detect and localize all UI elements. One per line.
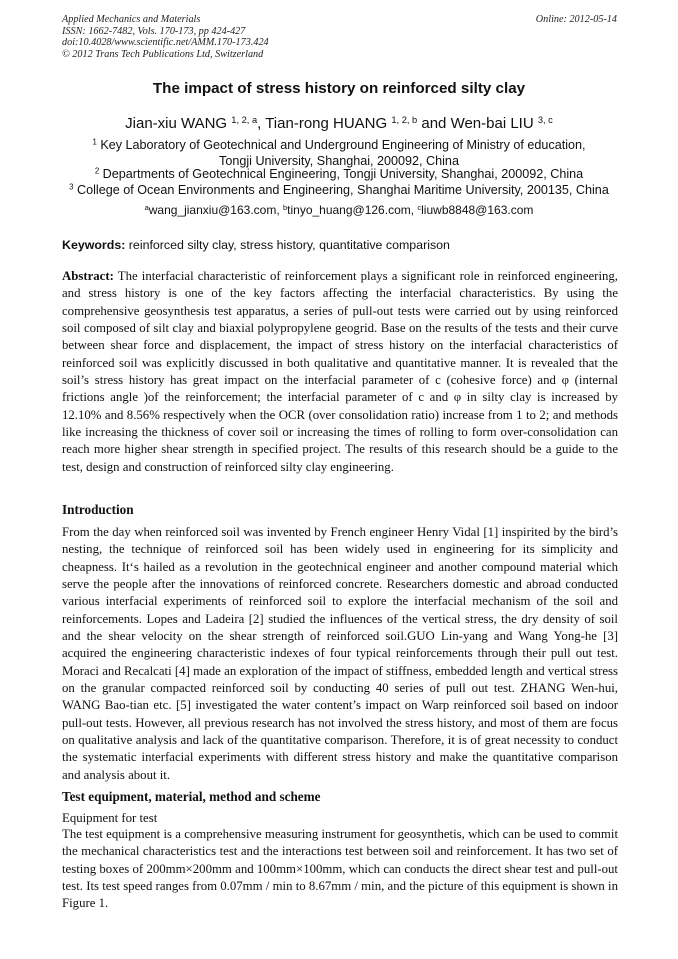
abstract	[62, 268, 618, 476]
affiliation-number: 2	[94, 166, 100, 176]
affiliation-text: Key Laboratory of Geotechnical and Underground Engineering of Ministry of education,	[100, 138, 586, 152]
test-section-heading: Test equipment, material, method and scheme	[62, 789, 321, 804]
email-link[interactable]: wang_jianxiu@163.com	[148, 203, 277, 217]
journal-copyright: © 2012 Trans Tech Publications Ltd, Switzerland	[62, 48, 264, 60]
author-name: Jian-xiu WANG	[125, 115, 228, 132]
journal-name: Applied Mechanics and Materials	[62, 14, 201, 25]
author-name: Wen-bai LIU	[450, 115, 534, 132]
email-superscript: b	[283, 202, 288, 212]
author-separator: ,	[257, 115, 266, 132]
email-superscript: a	[144, 202, 149, 212]
paper-title: The impact of stress history on reinforced silty clay	[152, 80, 526, 97]
author-name: Tian-rong HUANG	[265, 115, 388, 132]
email-separator: ,	[276, 203, 283, 217]
author-superscript: 1, 2, a	[231, 114, 258, 125]
affiliation-text: College of Ocean Environments and Engineering, Shanghai Maritime University, 200135, China	[77, 183, 609, 197]
journal-doi: doi:10.4028/www.scientific.net/AMM.170-173.424	[62, 37, 269, 49]
abstract-text: The interfacial characteristic of reinforcement plays a significant role in reinforced engineering, and stress history is one of the key factors affecting the interfacial characteristics. By using the comprehensive geosynthesis test apparatus, a series of pull-out tests were carried out by using reinforced soil composed of silt clay and biaxial polypropylene geogrid. Base on the results of the tests and their curve between shear force and displacement, the impact of stress history on the interfacial characteristics of reinforced soil was explicitly discussed in both qualitative and quantitative manner. It is revealed that the soil’s stress history has great impact on the interfacial parameter of c (cohesive force) and φ (internal frictions angle )of the reinforcement; the interfacial parameter of c and φ in silty clay is increased by 12.10% and 8.56% respectively when the OCR (over consolidation ratio) increase from 1 to 2; and methods like increasing the thickness of cover soil or increasing the times of rolling to form over-consolidation can reach more higher shear strength in specified project. The results of this research should be a guide to the test, design and construction of reinforced silty clay engineering.	[62, 269, 618, 474]
keywords	[62, 238, 618, 252]
test-paragraph: The test equipment is a comprehensive measuring instrument for geosynthetis, which can be used to commit the mechanical characteristics test and the interactions test between soil and reinforcement. It has two set of testing boxes of 200mm×200mm and 100mm×100mm, which can conducts the direct shear test and pull-out test. Its test speed ranges from 0.07mm / min to 8.67mm / min, and the picture of this equipment is shown in Figure 1.	[62, 827, 618, 911]
author-line	[0, 115, 678, 132]
email-separator: ,	[410, 203, 418, 217]
author-emails	[0, 203, 678, 217]
affiliation-text: Departments of Geotechnical Engineering, Tongji University, Shanghai, 200092, China	[102, 167, 584, 181]
affiliation-2	[0, 166, 678, 182]
affiliation-text: Tongji University, Shanghai, 200092, China	[219, 154, 459, 168]
journal-header	[62, 14, 617, 60]
affiliation-number: 3	[69, 182, 74, 192]
affiliation-1	[0, 137, 678, 169]
abstract-label: Abstract:	[62, 269, 114, 283]
online-date: Online: 2012-05-14	[535, 14, 617, 25]
author-superscript: 1, 2, b	[391, 114, 418, 125]
author-separator: and	[417, 115, 451, 132]
introduction-paragraph: From the day when reinforced soil was invented by French engineer Henry Vidal [1] inspirited by the bird’s nesting, the technique of reinforced soil has been widely used in engineering for its simplicity and cheapness. It‘s hailed as a revolution in the geotechnical engineer and another compound material which serve the people after the innovations of reinforced concrete. Researchers domestic and abroad conducted various interfacial experiments of reinforced soil to explore the interfacial mechanism of the soil and reinforcements. Lopes and Ladeira [2] studied the influences of the vertical stress, the dry density of soil and the shear velocity on the shear strength of reinforced soil.GUO Lin-yang and Wang Yong-he [3] acquired the engineering characteristic indexes of four typical reinforcements through their pull out test. Moraci and Recalcati [4] made an exploration of the impact of stiffness, embedded length and vertical stress on the granular compacted reinforced soil by conducting 40 series of pull out test. ZHANG Wen-hui, WANG Bao-tian etc. [5] investigated the water content’s impact on Warp reinforced soil based on indoor pull-out tests. However, all previous research has not involved the stress history, and most of them are focus on qualitative analysis and lack of the quantitative comparison. Therefore, it is of great necessity to conduct the systematic interfacial experiments with different stress history and make the quantitative comparison and analysis about it.	[62, 525, 618, 782]
test-subheading: Equipment for test	[62, 811, 158, 825]
author-superscript: 3, c	[537, 114, 553, 125]
affiliation-number: 1	[92, 137, 97, 147]
introduction-heading: Introduction	[62, 502, 134, 517]
journal-issn: ISSN: 1662-7482, Vols. 170-173, pp 424-427	[62, 25, 246, 37]
email-superscript: c	[417, 202, 422, 212]
email-link[interactable]: tinyo_huang@126.com	[287, 203, 411, 217]
keywords-text: reinforced silty clay, stress history, quantitative comparison	[125, 238, 450, 252]
keywords-label: Keywords:	[62, 238, 126, 252]
email-link[interactable]: liuwb8848@163.com	[421, 203, 534, 217]
affiliation-3	[0, 182, 678, 198]
